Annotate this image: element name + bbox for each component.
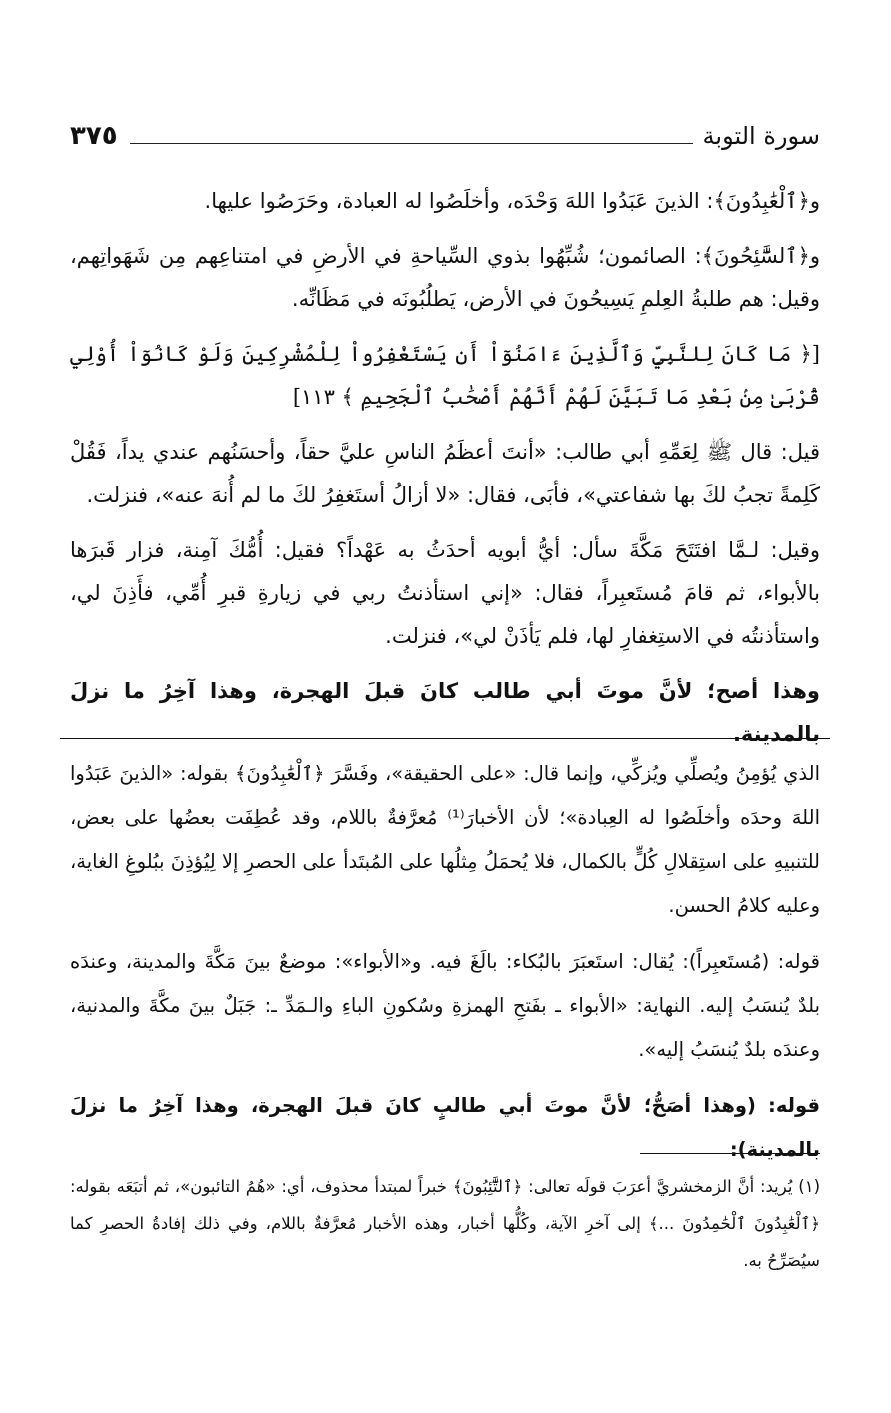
paragraph-abu-talib: قيل: قال ﷺ لِعَمِّهِ أبي طالب: «أنتَ أعظَمُ الناسِ عليَّ حقاً، وأحسَنُهم عندي يداً، فَقُلْ كَلِمةً تجبُ لكَ بها شفاعتي»، فأبَى، فقال: «لا أزالُ أستَغفِرُ لكَ ما لم أُنهَ عنه»، فنزلت. (70, 440, 820, 507)
footnote-rule (640, 1153, 820, 1154)
main-text (70, 180, 820, 768)
section-divider (60, 738, 830, 739)
commentary-text (70, 752, 820, 1184)
footnote-text: (١) يُريد: أنَّ الزمخشريَّ أعرَبَ قولَه تعالى: ﴿ٱلتَّٰٓئِبُونَ﴾ خبراً لمبتدأ محذوف، أي: «هُمُ التائبون»، ثم أتبَعَه بقوله: ﴿ٱلْعَٰبِدُونَ ٱلْحَٰمِدُونَ ...﴾ إلى آخرِ الآية، وكُلُّها أخبار، وهذه الأخبار مُعرَّفةٌ باللام، وفي ذلك إفادةُ الحصرِ كما سيُصَرِّحُ به. (70, 1177, 820, 1270)
header-rule (130, 143, 693, 144)
paragraph-conclusion: وهذا أصح؛ لأنَّ موتَ أبي طالب كانَ قبلَ الهجرة، وهذا آخِرُ ما نزلَ بالمدينة. (70, 679, 820, 746)
surah-title: سورة التوبة (702, 122, 820, 150)
commentary-paragraph: الذي يُؤمِنُ ويُصلِّي ويُزكِّي، وإنما قال: «على الحقيقة»، وفَسَّرَ ﴿ٱلْعَٰبِدُونَ﴾ بقوله: «الذينَ عَبَدُوا اللهَ وحدَه وأخلَصُوا له العِبادة»؛ لأن الأخبارَ⁽¹⁾ مُعرَّفةٌ باللام، وقد عُطِفَت بعضُها على بعض، للتنبيهِ على استِقلالِ كُلٍّ بالكمال، فلا يُحمَلُ مِثلُها على المُبتَدأ على الحصرِ إلا لِيُؤذِنَ ببُلوغِ الغاية، وعليه كلامُ الحسن. (70, 762, 820, 917)
commentary-paragraph: قوله: (وهذا أصَحُّ؛ لأنَّ موتَ أبي طالبٍ كانَ قبلَ الهجرة، وهذا آخِرُ ما نزلَ بالمدينة): (70, 1094, 820, 1161)
page (70, 0, 820, 1413)
commentary-paragraph: قوله: (مُستَعبِراً): يُقال: استَعبَرَ بالبُكاء: بالَغَ فيه. و«الأبواء»: موضعٌ بينَ مَكَّةَ والمدينة، وعندَه بلدٌ يُنسَبُ إليه. النهاية: «الأبواء ـ بفَتحِ الهمزةِ وسُكونِ الباءِ والـمَدِّ ـ: جَبَلٌ بينَ مكَّةَ والمدنية، وعندَه بلدٌ يُنسَبُ إليه». (70, 950, 820, 1061)
page-number: ٣٧٥ (70, 121, 118, 151)
footnote (70, 1168, 820, 1279)
paragraph-saihun: و﴿ٱلسَّٰٓئِحُونَ﴾: الصائمون؛ شُبِّهُوا بذوي السِّياحةِ في الأرضِ في امتناعِهم مِن شَهَواتِهم، وقيل: هم طلبةُ العِلمِ يَسِيحُونَ في الأرض، يَطلُبُونَه في مَظَانِّه. (70, 244, 820, 311)
paragraph-abidun: و﴿ٱلْعَٰبِدُونَ﴾: الذينَ عَبَدُوا اللهَ وَحْدَه، وأخلَصُوا له العبادة، وحَرَصُوا عليها. (204, 189, 820, 213)
paragraph-amina: وقيل: لـمَّا افتَتَحَ مَكَّةَ سأل: أيُّ أبويه أحدَثُ به عَهْداً؟ فقيل: أُمُّكَ آمِنة، فزار قَبرَها بالأبواء، ثم قامَ مُستَعبِراً، فقال: «إني استأذنتُ ربي في زيارةِ قبرِ أُمِّي، فأَذِنَ لي، واستأذنتُه في الاستِغفارِ لها، فلم يَأذَنْ لي»، فنزلت. (70, 538, 820, 648)
quran-verse: [﴿ مَا كَانَ لِلنَّبِيِّ وَٱلَّذِينَ ءَامَنُوٓاْ أَن يَسْتَغْفِرُواْ لِلْمُشْرِكِينَ وَلَوْ كَانُوٓاْ أُوْلِي قُرْبَىٰ مِنۢ بَعْدِ مَا تَبَيَّنَ لَهُمْ أَنَّهُمْ أَصْحَٰبُ ٱلْجَحِيمِ ﴾ ١١٣] (70, 342, 820, 409)
page-header (70, 118, 820, 154)
